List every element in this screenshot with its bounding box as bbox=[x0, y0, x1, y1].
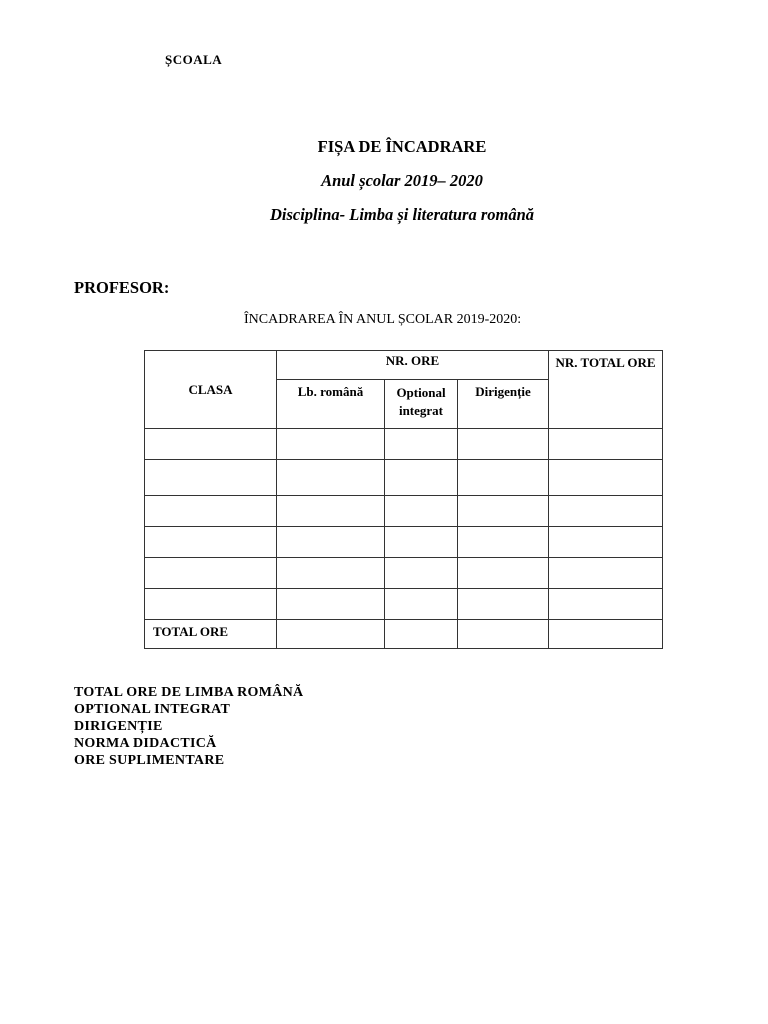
dirigentie: DIRIGENȚIE bbox=[74, 719, 163, 734]
nr-total-header: NR. TOTAL ORE bbox=[549, 351, 663, 429]
totals-list bbox=[74, 684, 303, 769]
title-block bbox=[0, 138, 768, 224]
table-row bbox=[145, 589, 663, 620]
table-row bbox=[145, 527, 663, 558]
table-row bbox=[145, 460, 663, 496]
norma-didactica: NORMA DIDACTICĂ bbox=[74, 736, 217, 751]
school-year: Anul școlar 2019– 2020 bbox=[321, 171, 483, 190]
allocation-table bbox=[144, 350, 663, 649]
ore-suplimentare: ORE SUPLIMENTARE bbox=[74, 753, 225, 768]
nr-ore-header: NR. ORE bbox=[277, 351, 549, 380]
table-row bbox=[145, 496, 663, 527]
document-title: FIȘA DE ÎNCADRARE bbox=[317, 137, 487, 156]
header-row-1 bbox=[145, 351, 663, 380]
total-ore-limba-romana: TOTAL ORE DE LIMBA ROMÂNĂ bbox=[74, 685, 304, 700]
table-row bbox=[145, 429, 663, 460]
profesor-label: PROFESOR: bbox=[74, 278, 170, 297]
clasa-header: CLASA bbox=[145, 351, 277, 429]
school-label: ȘCOALA bbox=[165, 52, 223, 67]
subheader-optional: Optional integrat bbox=[385, 380, 458, 429]
discipline: Disciplina- Limba și literatura română bbox=[269, 205, 535, 224]
optional-integrat: OPTIONAL INTEGRAT bbox=[74, 702, 231, 717]
total-row-label: TOTAL ORE bbox=[145, 620, 277, 649]
total-row bbox=[145, 620, 663, 649]
subheader-lb-romana: Lb. română bbox=[277, 380, 385, 429]
table-row bbox=[145, 558, 663, 589]
subheader-dirigentie: Dirigenție bbox=[458, 380, 549, 429]
allocation-heading: ÎNCADRAREA ÎN ANUL ȘCOLAR 2019-2020: bbox=[244, 312, 522, 327]
